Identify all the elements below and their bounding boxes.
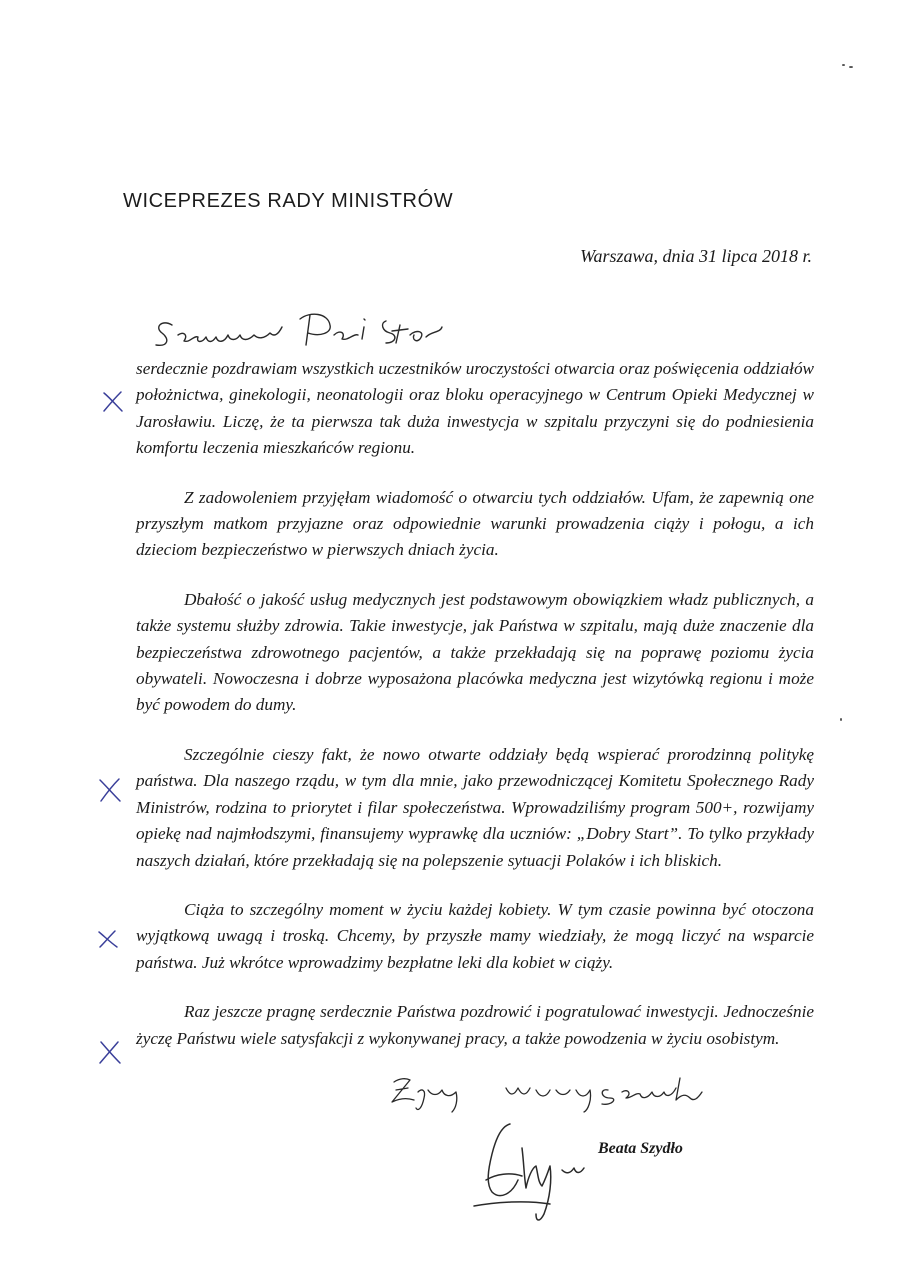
signer-name: Beata Szydło bbox=[598, 1140, 683, 1157]
handwritten-salutation-icon bbox=[150, 305, 470, 355]
letterhead-title: WICEPREZES RADY MINISTRÓW bbox=[123, 190, 454, 212]
x-mark-icon bbox=[100, 388, 126, 414]
signature-icon bbox=[466, 1118, 596, 1228]
scan-artifact bbox=[840, 718, 842, 721]
paragraph-5: Ciąża to szczególny moment w życiu każdej kobiety. W tym czasie powinna być otoczona wyjątkową uwagą i troską. Chcemy, by przyszłe mamy wiedziały, że mogą liczyć na wsparcie państwa. Już wkrótce wprowadzimy bezpłatne leki dla kobiet w ciąży. bbox=[136, 899, 814, 972]
handwritten-closing-icon bbox=[386, 1068, 716, 1118]
x-mark-icon bbox=[96, 776, 124, 804]
paragraph-1: serdecznie pozdrawiam wszystkich uczestników uroczystości otwarcia oraz poświęcenia oddziałów położnictwa, ginekologii, neonatologii oraz bloku operacyjnego w Centrum Opieki Medycznej w Jarosławiu. Liczę, że ta pierwsza tak duża inwestycja w szpitalu przyczyni się do podniesienia komfortu leczenia mieszkańców regionu. bbox=[136, 359, 814, 458]
paragraph-2: Z zadowoleniem przyjęłam wiadomość o otwarciu tych oddziałów. Ufam, że zapewnią one przyszłym matkom przyjazne oraz odpowiednie warunki prowadzenia ciąży i połogu, a ich dzieciom bezpieczeństwo w pierwszych dniach życia. bbox=[136, 487, 814, 560]
scan-artifact bbox=[842, 64, 845, 66]
paragraph-4: Szczególnie cieszy fakt, że nowo otwarte oddziały będą wspierać prorodzinną politykę państwa. Dla naszego rządu, w tym dla mnie, jako przewodniczącej Komitetu Społecznego Rady Ministrów, rodzina to priorytet i filar społeczeństwa. Wprowadziliśmy program 500+, rozwijamy opiekę nad najmłodszymi, finansujemy wyprawkę dla uczniów: „Dobry Start”. To tylko przykłady naszych działań, które przekładają się na polepszenie sytuacji Polaków i ich bliskich. bbox=[136, 744, 814, 870]
x-mark-icon bbox=[96, 928, 120, 950]
letter-body bbox=[136, 356, 814, 1075]
paragraph-6: Raz jeszcze pragnę serdecznie Państwa pozdrowić i pogratulować inwestycji. Jednocześnie życzę Państwu wiele satysfakcji z wykonywanej pracy, a także powodzenia w życiu osobistym. bbox=[136, 1002, 814, 1048]
scan-artifact bbox=[849, 66, 853, 68]
date-line: Warszawa, dnia 31 lipca 2018 r. bbox=[580, 246, 812, 266]
paragraph-3: Dbałość o jakość usług medycznych jest podstawowym obowiązkiem władz publicznych, a także systemu służby zdrowia. Takie inwestycje, jak Państwa w szpitalu, mają duże znaczenie dla bezpieczeństwa zdrowotnego pacjentów, a także przekładają się na poprawę poziomu życia obywateli. Nowoczesna i dobrze wyposażona placówka medyczna jest wizytówką regionu i może być powodem do dumy. bbox=[136, 589, 814, 715]
x-mark-icon bbox=[96, 1038, 124, 1066]
